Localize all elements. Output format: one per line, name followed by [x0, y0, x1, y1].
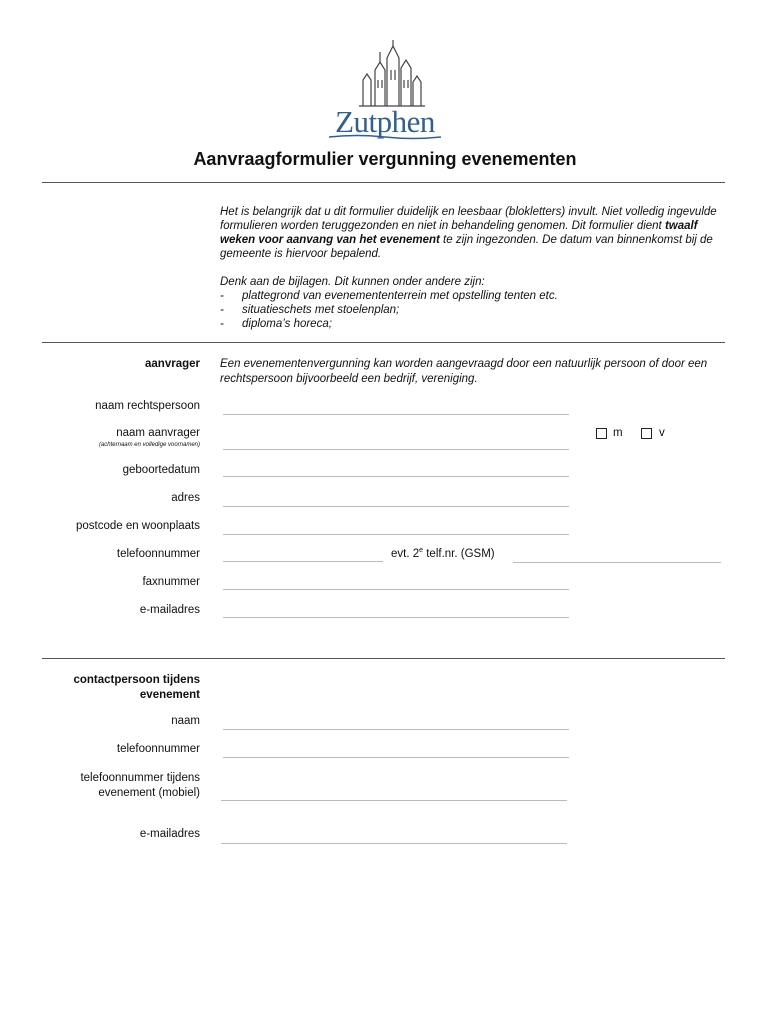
- gender-m-checkbox[interactable]: [596, 428, 607, 439]
- fax-field[interactable]: [223, 589, 569, 590]
- logo-text: Zutphen: [335, 104, 435, 139]
- divider: [42, 342, 725, 343]
- label-contact-email: e-mailadres: [139, 828, 200, 840]
- section-heading-aanvrager: aanvrager: [145, 358, 200, 370]
- section-heading-contact-line2: evenement: [139, 689, 200, 701]
- contact-email-field[interactable]: [221, 843, 567, 844]
- contact-mobiel-field[interactable]: [221, 800, 567, 801]
- logo-wave-icon: [329, 134, 441, 140]
- intro-deadline: twaalf weken voor aanvang van het evenement: [220, 220, 698, 246]
- section-heading-contact-line1: contactpersoon tijdens: [73, 674, 200, 686]
- page-title: Aanvraagformulier vergunning evenementen: [193, 149, 577, 169]
- label-naam-aanvrager: naam aanvrager: [116, 427, 200, 439]
- divider: [42, 182, 725, 183]
- telefoon-field[interactable]: [223, 561, 383, 562]
- intro-text-part: te zijn ingezonden. De datum van binnenkomst bij de gemeente is hiervoor bepalend.: [220, 234, 713, 260]
- list-item-text: plattegrond van evenemententerrein met opstelling tenten etc.: [242, 290, 558, 302]
- naam-rechtspersoon-field[interactable]: [223, 414, 569, 415]
- list-item-text: situatieschets met stoelenplan;: [242, 304, 400, 316]
- label-telefoon: telefoonnummer: [116, 548, 200, 560]
- contact-telefoon-field[interactable]: [223, 757, 569, 758]
- intro-text: [220, 205, 730, 331]
- label-contact-telefoon: telefoonnummer: [116, 743, 200, 755]
- intro-text-part: Het is belangrijk dat u dit formulier duidelijk en leesbaar (blokletters) invult. Niet volledig ingevulde formulieren worden teruggezonden en niet in behandeling genomen. Dit formulier dient: [220, 206, 717, 232]
- postcode-field[interactable]: [223, 534, 569, 535]
- label-telefoon2-sup: e: [419, 547, 424, 554]
- attachments-intro: Denk aan de bijlagen. Dit kunnen onder andere zijn:: [220, 276, 485, 288]
- divider: [42, 658, 725, 659]
- contact-naam-field[interactable]: [223, 729, 569, 730]
- label-naam-rechtspersoon: naam rechtspersoon: [95, 400, 200, 412]
- label-contact-mobiel-line1: telefoonnummer tijdens: [80, 772, 200, 784]
- list-item: - plattegrond van evenemententerrein met opstelling tenten etc.: [220, 290, 558, 302]
- label-adres: adres: [171, 492, 200, 504]
- label-geboortedatum: geboortedatum: [122, 464, 200, 476]
- email-field[interactable]: [223, 617, 569, 618]
- label-naam-aanvrager-hint: (achternaam en volledige voornamen): [98, 442, 200, 448]
- label-telefoon2-prefix: evt. 2: [391, 547, 420, 560]
- geboortedatum-field[interactable]: [223, 476, 569, 477]
- section-heading-contact: [73, 673, 200, 703]
- list-item: - diploma’s horeca;: [220, 318, 332, 330]
- intro-paragraph: [220, 205, 730, 261]
- aanvrager-description: Een evenementenvergunning kan worden aangevraagd door een natuurlijk persoon of door een rechtspersoon bijvoorbeeld een bedrijf, vereniging.: [220, 358, 708, 385]
- naam-aanvrager-field[interactable]: [223, 449, 569, 450]
- gender-m-label: m: [613, 427, 623, 439]
- list-item-text: diploma’s horeca;: [242, 318, 332, 330]
- label-postcode: postcode en woonplaats: [75, 520, 200, 532]
- gender-v-checkbox[interactable]: [641, 428, 652, 439]
- label-contact-mobiel: [80, 771, 200, 801]
- telefoon2-field[interactable]: [513, 562, 721, 563]
- label-email: e-mailadres: [139, 604, 200, 616]
- list-item: - situatieschets met stoelenplan;: [220, 304, 400, 316]
- label-telefoon2-suffix: telf.nr. (GSM): [423, 547, 495, 560]
- adres-field[interactable]: [223, 506, 569, 507]
- label-fax: faxnummer: [142, 576, 200, 588]
- label-contact-naam: naam: [171, 715, 200, 727]
- city-skyline-icon: [325, 40, 445, 108]
- label-telefoon2: [391, 547, 495, 560]
- zutphen-logo: [325, 40, 445, 140]
- label-contact-mobiel-line2: evenement (mobiel): [98, 787, 200, 799]
- gender-v-label: v: [659, 427, 665, 439]
